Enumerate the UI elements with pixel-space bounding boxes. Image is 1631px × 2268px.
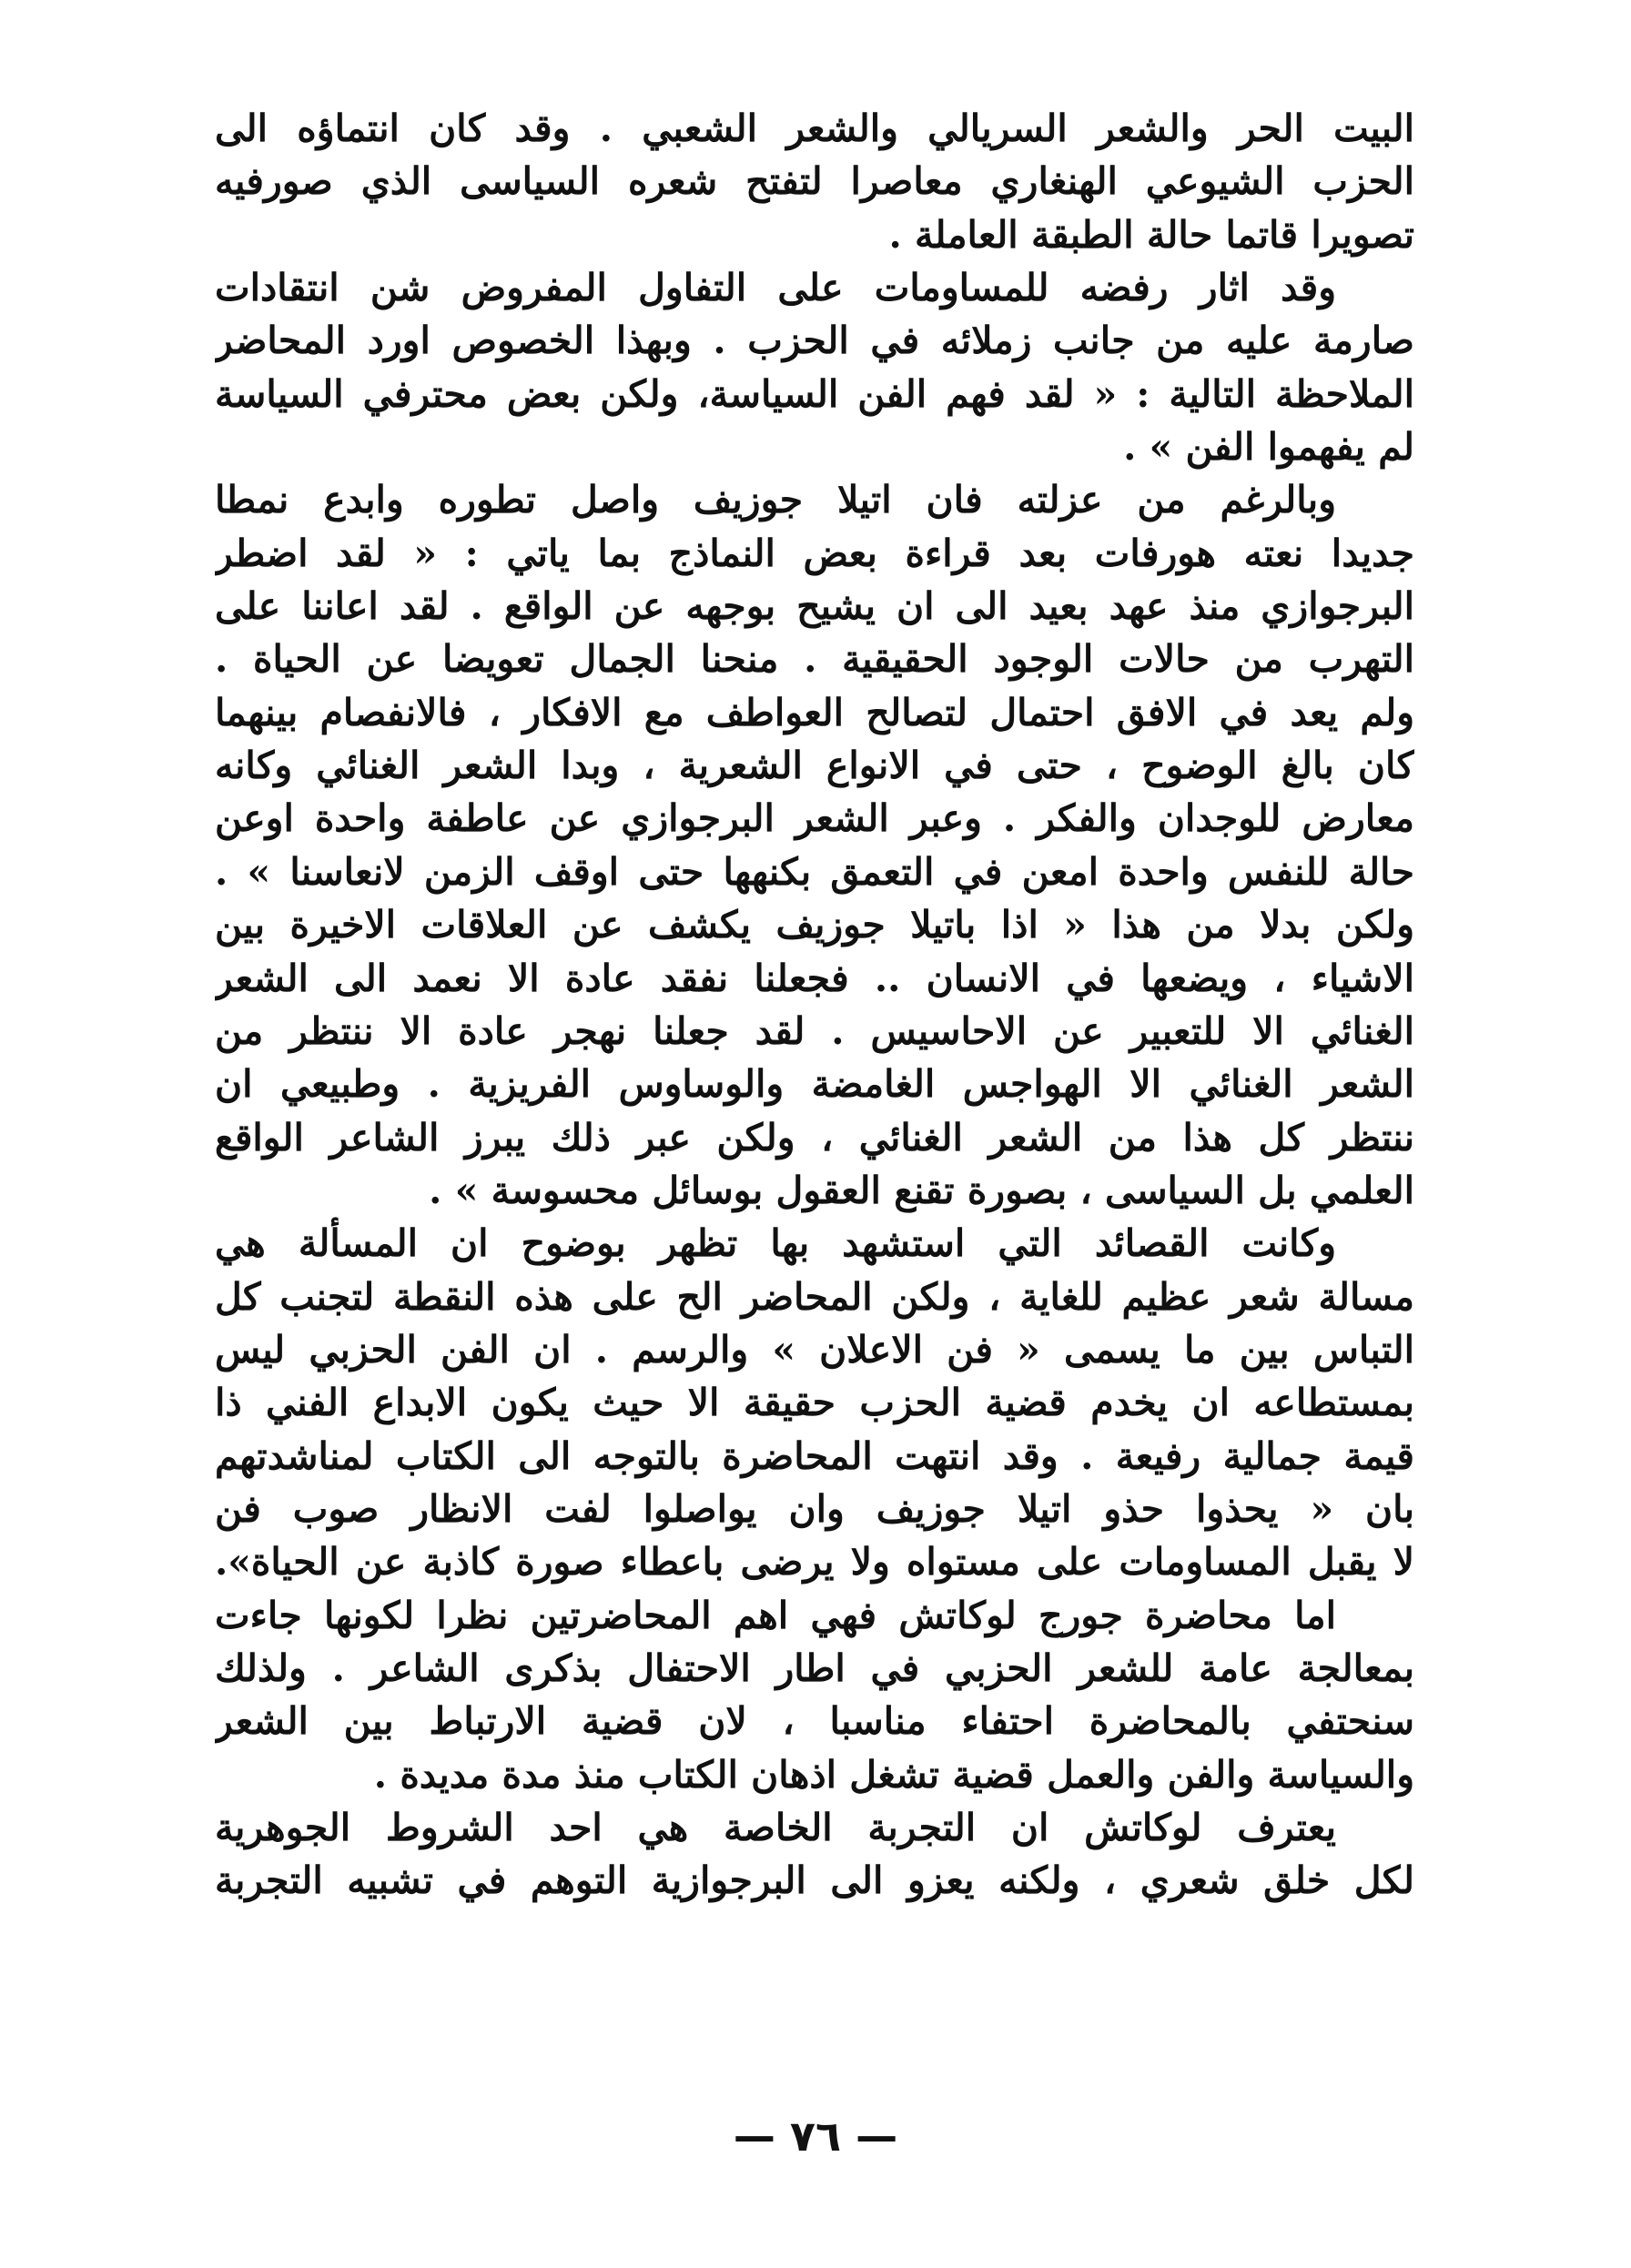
text-line: كان بالغ الوضوح ، حتى في الانواع الشعرية ، وبدا الشعر الغنائي وكانه bbox=[215, 744, 1414, 788]
text-line: تصويرا قاتما حالة الطبقة العاملة . bbox=[888, 212, 1414, 257]
text-line: والسياسة والفن والعمل قضية تشغل اذهان الكتاب منذ مدة مديدة . bbox=[373, 1752, 1414, 1797]
text-line: الغنائي الا للتعبير عن الاحاسيس . لقد جعلنا نهجر عادة الا ننتظر من bbox=[215, 1008, 1414, 1053]
text-line: ننتظر كل هذا من الشعر الغنائي ، ولكن عبر ذلك يبرز الشاعر الواقع bbox=[215, 1115, 1414, 1159]
text-line: الاشياء ، ويضعها في الانسان .. فجعلنا نفقد عادة الا نعمد الى الشعر bbox=[215, 956, 1414, 1000]
text-line: اما محاضرة جورج لوكاتش فهي اهم المحاضرتين نظرا لكونها جاءت bbox=[215, 1593, 1336, 1637]
text-line: الحزب الشيوعي الهنغاري معاصرا لتفتح شعره السياسى الذي صورفيه bbox=[215, 159, 1414, 204]
text-line: وقد اثار رفضه للمساومات على التفاول المفروض شن انتقادات bbox=[215, 266, 1336, 310]
text-line: قيمة جمالية رفيعة . وقد انتهت المحاضرة بالتوجه الى الكتاب لمناشدتهم bbox=[215, 1433, 1414, 1478]
text-line: البرجوازي منذ عهد بعيد الى ان يشيح بوجهه عن الواقع . لقد اعاننا على bbox=[215, 584, 1414, 629]
text-line: يعترف لوكاتش ان التجربة الخاصة هي احد الشروط الجوهرية bbox=[215, 1806, 1336, 1849]
text-line: جديدا نعته هورفات بعد قراءة بعض النماذج بما ياتي : « لقد اضطر bbox=[215, 531, 1414, 575]
text-line: بمعالجة عامة للشعر الحزبي في اطار الاحتفال بذكرى الشاعر . ولذلك bbox=[215, 1645, 1414, 1690]
text-line: بان « يحذوا حذو اتيلا جوزيف وان يواصلوا لفت الانظار صوب فن bbox=[215, 1486, 1414, 1531]
text-line: ولم يعد في الافق احتمال لتصالح العواطف مع الافكار ، فالانفصام بينهما bbox=[215, 690, 1414, 734]
text-line: العلمي بل السياسى ، بصورة تقنع العقول بوسائل محسوسة » . bbox=[429, 1168, 1414, 1212]
text-line: وكانت القصائد التي استشهد بها تظهر بوضوح ان المسألة هي bbox=[215, 1221, 1336, 1266]
body-text bbox=[215, 102, 1414, 1908]
text-line: الشعر الغنائي الا الهواجس الغامضة والوساوس الفريزية . وطبيعي ان bbox=[215, 1062, 1414, 1107]
text-line: الملاحظة التالية : « لقد فهم الفن السياسة، ولكن بعض محترفي السياسة bbox=[215, 371, 1414, 416]
text-line: صارمة عليه من جانب زملائه في الحزب . وبهذا الخصوص اورد المحاضر bbox=[215, 319, 1414, 363]
text-line: وبالرغم من عزلته فان اتيلا جوزيف واصل تطوره وابدع نمطا bbox=[215, 478, 1336, 522]
text-line: ولكن بدلا من هذا « اذا باتيلا جوزيف يكشف عن العلاقات الاخيرة بين bbox=[215, 903, 1414, 947]
text-line: سنحتفي بالمحاضرة احتفاء مناسبا ، لان قضية الارتباط بين الشعر bbox=[215, 1699, 1414, 1744]
text-line: بمستطاعه ان يخدم قضية الحزب حقيقة الا حيث يكون الابداع الفني ذا bbox=[215, 1381, 1414, 1425]
page-number: — ٧٦ — bbox=[733, 2111, 898, 2161]
text-line: حالة للنفس واحدة امعن في التعمق بكنهها حتى اوقف الزمن لانعاسنا » . bbox=[215, 849, 1414, 894]
text-line: لم يفهموا الفن » . bbox=[1123, 425, 1414, 470]
text-line: البيت الحر والشعر السريالي والشعر الشعبي . وقد كان انتماؤه الى bbox=[215, 106, 1414, 150]
text-line: لكل خلق شعري ، ولكنه يعزو الى البرجوازية التوهم في تشبيه التجربة bbox=[215, 1858, 1414, 1903]
text-line: معارض للوجدان والفكر . وعبر الشعر البرجوازي عن عاطفة واحدة اوعن bbox=[215, 796, 1414, 841]
text-line: التباس بين ما يسمى « فن الاعلان » والرسم . ان الفن الحزبي ليس bbox=[215, 1327, 1414, 1372]
text-line: التهرب من حالات الوجود الحقيقية . منحنا الجمال تعويضا عن الحياة . bbox=[215, 637, 1414, 682]
text-line: مسالة شعر عظيم للغاية ، ولكن المحاضر الح على هذه النقطة لتجنب كل bbox=[215, 1274, 1414, 1319]
text-line: لا يقبل المساومات على مستواه ولا يرضى باعطاء صورة كاذبة عن الحياة». bbox=[215, 1540, 1414, 1585]
